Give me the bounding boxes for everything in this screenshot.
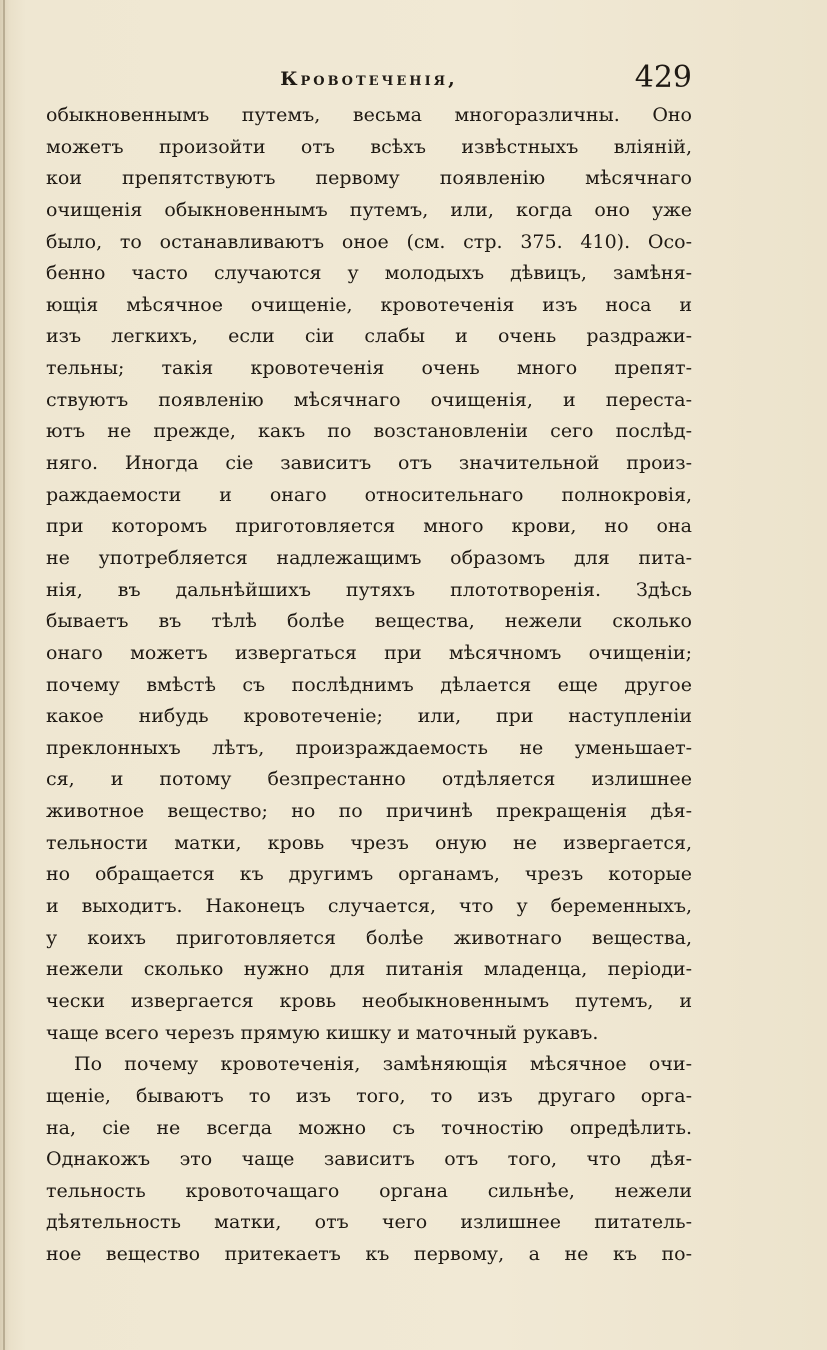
text-line: ютъ не прежде, какъ по возстановленіи сего послѣд-: [46, 420, 692, 443]
text-line: Однакожъ это чаще зависитъ отъ того, что дѣя-: [46, 1148, 692, 1171]
text-line: ствуютъ появленію мѣсячнаго очищенія, и переста-: [46, 388, 692, 411]
text-line: тельности матки, кровь чрезъ оную не извергается,: [46, 831, 692, 854]
text-line: чаще всего черезъ прямую кишку и маточный рукавъ.: [46, 1021, 599, 1044]
body-text: [46, 100, 692, 1271]
text-line: ное вещество притекаетъ къ первому, а не къ по-: [46, 1243, 692, 1266]
binding-gutter: [3, 0, 5, 1350]
text-line: преклонныхъ лѣтъ, произраждаемость не уменьшает-: [46, 736, 692, 759]
text-line: онаго можетъ извергаться при мѣсячномъ очищеніи;: [46, 641, 692, 664]
text-line: можетъ произойти отъ всѣхъ извѣстныхъ вліяній,: [46, 135, 692, 158]
text-line: у коихъ приготовляется болѣе животнаго вещества,: [46, 926, 692, 949]
text-line: щеніе, бываютъ то изъ того, то изъ другаго орга-: [46, 1084, 692, 1107]
paragraph-first-line: По почему кровотеченія, замѣняющія мѣсячное очи-: [74, 1053, 692, 1076]
text-line: тельны; такія кровотеченія очень много препят-: [46, 357, 692, 380]
text-line: но обращается къ другимъ органамъ, чрезъ которые: [46, 863, 692, 886]
text-line: бываетъ въ тѣлѣ болѣе вещества, нежели сколько: [46, 610, 692, 633]
text-line: нія, въ дальнѣйшихъ путяхъ плототворенія. Здѣсь: [46, 578, 692, 601]
text-line: нежели сколько нужно для питанія младенца, періоди-: [46, 958, 692, 981]
text-line: какое нибудь кровотеченіе; или, при наступленіи: [46, 705, 692, 728]
text-line: почему вмѣстѣ съ послѣднимъ дѣлается еще другое: [46, 673, 692, 696]
text-line: раждаемости и онаго относительнаго полнокровія,: [46, 483, 692, 506]
text-line: ся, и потому безпрестанно отдѣляется излишнее: [46, 768, 692, 791]
text-line: кои препятствуютъ первому появленію мѣсячнаго: [46, 167, 692, 190]
text-line: очищенія обыкновеннымъ путемъ, или, когда оно уже: [46, 198, 692, 221]
text-line: и выходитъ. Наконецъ случается, что у беременныхъ,: [46, 895, 692, 918]
page-number: 429: [634, 60, 692, 95]
text-line: дѣятельность матки, отъ чего излишнее питатель-: [46, 1211, 692, 1234]
text-line: не употребляется надлежащимъ образомъ для пита-: [46, 546, 692, 569]
text-line: чески извергается кровь необыкновеннымъ путемъ, и: [46, 989, 692, 1012]
text-line: ющія мѣсячное очищеніе, кровотеченія изъ носа и: [46, 293, 692, 316]
text-line: при которомъ приготовляется много крови, но она: [46, 515, 692, 538]
text-line: было, то останавливаютъ оное (см. стр. 375. 410). Осо-: [46, 230, 692, 253]
text-line: изъ легкихъ, если сіи слабы и очень раздражи-: [46, 325, 692, 348]
text-line: обыкновеннымъ путемъ, весьма многоразличны. Оно: [46, 104, 692, 126]
page-header: [46, 60, 692, 100]
text-line: няго. Иногда сіе зависитъ отъ значительной произ-: [46, 452, 692, 475]
running-title: Кровотеченія,: [280, 68, 458, 90]
text-line: животное вещество; но по причинѣ прекращенія дѣя-: [46, 800, 692, 823]
text-line: бенно часто случаются у молодыхъ дѣвицъ, замѣня-: [46, 262, 692, 285]
text-line: тельность кровоточащаго органа сильнѣе, нежели: [46, 1179, 692, 1202]
text-line: на, сіе не всегда можно съ точностію опредѣлить.: [46, 1116, 692, 1139]
